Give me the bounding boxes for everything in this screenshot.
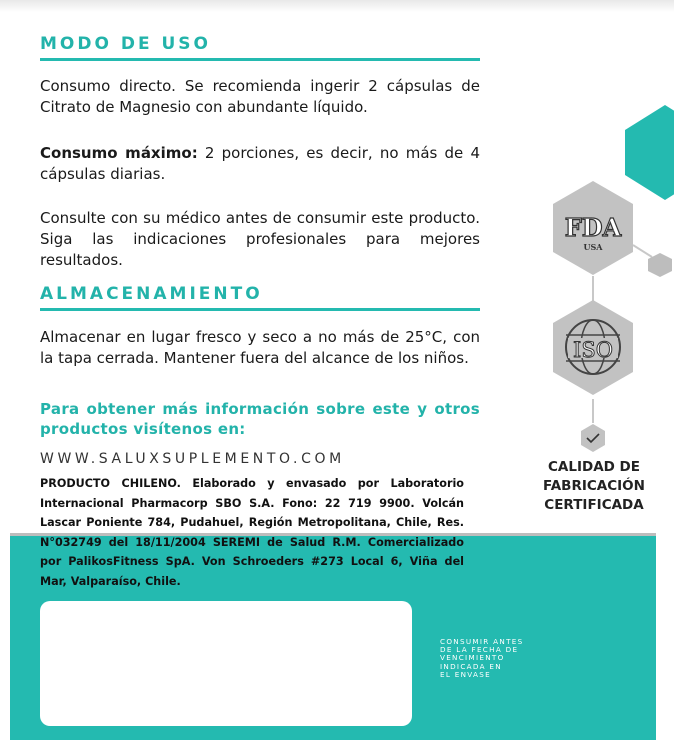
iso-logo-text: ISO bbox=[573, 338, 613, 362]
quality-line: CALIDAD DE bbox=[548, 459, 640, 475]
max-consumption-label: Consumo máximo: bbox=[40, 144, 198, 162]
quality-certified-label bbox=[524, 458, 664, 515]
storage-heading: ALMACENAMIENTO bbox=[40, 284, 263, 304]
expiry-note-line: DE LA FECHA DE bbox=[440, 645, 519, 655]
expiry-note-line: VENCIMIENTO bbox=[440, 653, 505, 663]
hexagon-decoration-icon bbox=[625, 105, 674, 200]
storage-heading-rule bbox=[40, 308, 480, 311]
certification-badges bbox=[540, 95, 674, 455]
expiry-note-line: CONSUMIR ANTES bbox=[440, 637, 524, 646]
legal-text: PRODUCTO CHILENO. Elaborado y envasado por Laboratorio Internacional Pharmacorp SBO S.A. Fono: 22 719 9900. Volcán Lascar Poniente 784, Pudahuel, Región Metropolitana, Chile, Res. N°032749 del 18/11/2004 SEREMI de Salud R.M. Comercializado por PalikosFitness SpA. Von Schroeders #273 Local 6, Viña del Mar, Valparaíso, Chile. bbox=[40, 477, 464, 588]
top-shadow bbox=[0, 0, 674, 12]
quality-line: FABRICACIÓN bbox=[543, 478, 645, 494]
quality-line: CERTIFICADA bbox=[544, 497, 644, 513]
max-consumption bbox=[40, 143, 480, 185]
expiry-note bbox=[440, 638, 523, 679]
usage-instructions: Consumo directo. Se recomienda ingerir 2 cápsulas de Citrato de Magnesio con abundante líquido. bbox=[40, 77, 480, 116]
website-link[interactable]: WWW.SALUXSUPLEMENTO.COM bbox=[40, 451, 345, 467]
usage-heading-rule bbox=[40, 58, 480, 61]
doctor-advice: Consulte con su médico antes de consumir este producto. Siga las indicaciones profesionales para mejores resultados. bbox=[40, 209, 480, 269]
expiry-note-line: EL ENVASE bbox=[440, 669, 491, 679]
fda-logo-sub: USA bbox=[583, 242, 603, 252]
max-consumption-text: 2 porciones, es decir, no más de 4 cápsulas diarias. bbox=[40, 144, 481, 183]
storage-instructions: Almacenar en lugar fresco y seco a no más de 25°C, con la tapa cerrada. Mantener fuera del alcance de los niños. bbox=[40, 328, 480, 367]
more-info-text: Para obtener más información sobre este y otros productos visítenos en: bbox=[40, 400, 480, 438]
checkmark-hexagon bbox=[581, 424, 605, 452]
connector-line bbox=[633, 245, 652, 257]
expiry-note-line: INDICADA EN bbox=[440, 661, 502, 671]
usage-heading: MODO DE USO bbox=[40, 34, 211, 54]
lot-expiry-box bbox=[40, 601, 412, 726]
fda-logo-text: FDA bbox=[564, 213, 622, 242]
